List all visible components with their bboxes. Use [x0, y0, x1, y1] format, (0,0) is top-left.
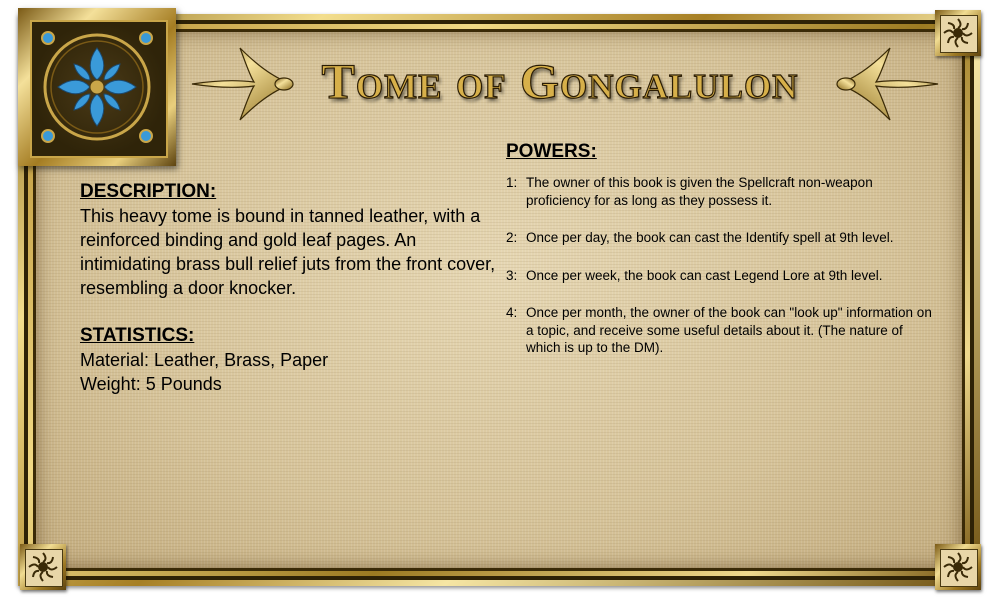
stat-material: Material: Leather, Brass, Paper — [80, 350, 329, 370]
power-text: Once per week, the book can cast Legend Lore at 9th level. — [526, 267, 883, 283]
power-item — [506, 304, 936, 357]
page-title: Tome of Gongalulon — [321, 53, 799, 109]
title-flourish-right-icon — [832, 46, 942, 122]
description-section — [80, 180, 500, 396]
power-item — [506, 229, 936, 247]
power-text: Once per day, the book can cast the Identify spell at 9th level. — [526, 230, 894, 245]
power-number: 3: — [506, 267, 518, 283]
description-heading: DESCRIPTION: — [80, 181, 217, 202]
power-number: 1: — [506, 175, 518, 190]
medallion-ornament-icon — [18, 8, 176, 166]
power-text: Once per month, the owner of the book can "look up" information on a topic, and receive some useful details about it. (The nature of which is up to the DM). — [526, 305, 932, 355]
medallion-flower-icon — [18, 8, 176, 166]
corner-rosette-icon — [20, 544, 66, 590]
statistics-heading: STATISTICS: — [80, 325, 195, 346]
power-text: The owner of this book is given the Spellcraft non-weapon proficiency for as long as they possess it. — [526, 175, 873, 208]
powers-list — [506, 174, 936, 357]
power-item — [506, 267, 936, 285]
power-number: 4: — [506, 305, 518, 320]
power-item — [506, 174, 936, 209]
power-number: 2: — [506, 230, 518, 245]
stat-weight: Weight: 5 Pounds — [80, 374, 222, 394]
description-text: This heavy tome is bound in tanned leather, with a reinforced binding and gold leaf pages. An intimidating brass bull relief juts from the front cover, resembling a door knocker. — [80, 206, 496, 298]
title-flourish-left-icon — [188, 46, 298, 122]
powers-heading: POWERS: — [506, 141, 597, 162]
powers-section — [506, 140, 936, 377]
corner-rosette-icon — [935, 544, 981, 590]
